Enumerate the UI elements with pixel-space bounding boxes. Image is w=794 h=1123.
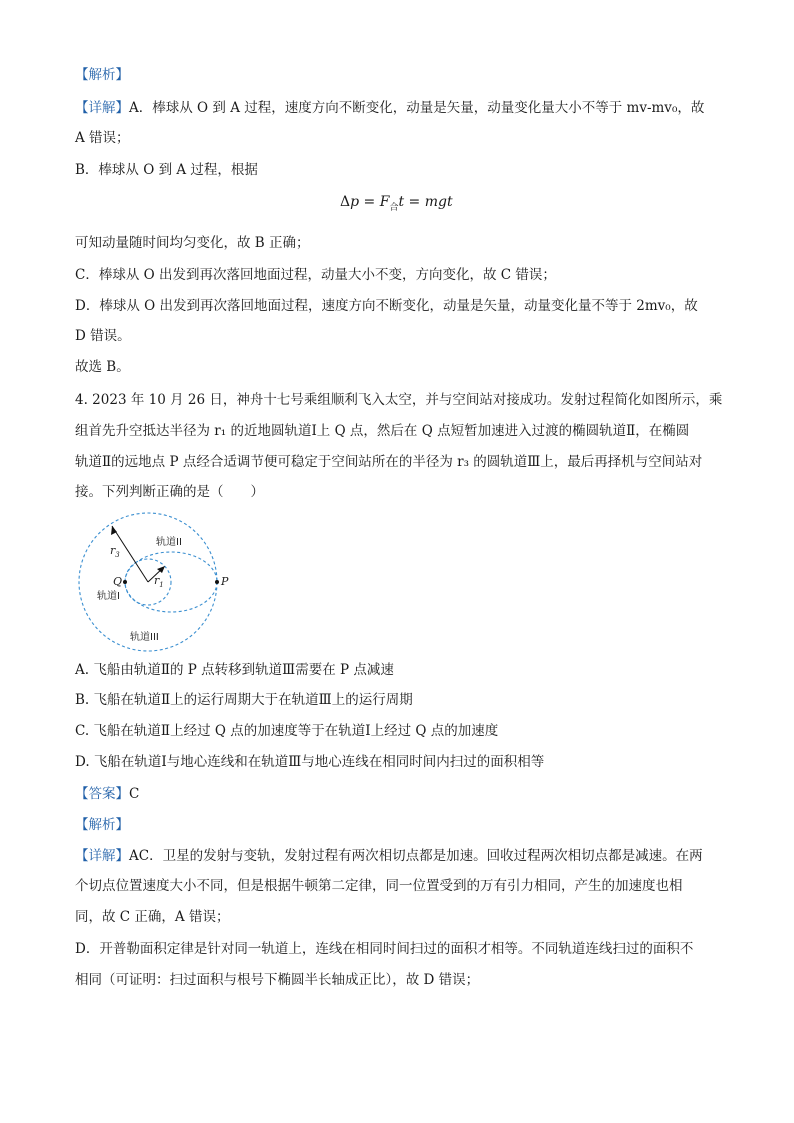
answer-ac-line-3: 同，故 C 正确，A 错误； <box>75 909 230 925</box>
detail-c-line: C．棒球从 O 出发到再次落回地面过程，动量大小不变，方向变化，故 C 错误； <box>75 267 556 283</box>
detail-b-line-2: 可知动量随时间均匀变化，故 B 正确； <box>75 235 310 251</box>
label-q: Q <box>113 575 123 588</box>
question-line-2: 组首先升空抵达半径为 r₁ 的近地圆轨道Ⅰ上 Q 点，然后在 Q 点短暂加速进入过渡的椭圆轨道Ⅱ，在椭圆 <box>75 423 690 439</box>
option-d: D. 飞船在轨道Ⅰ与地心连线和在轨道Ⅲ与地心连线在相同时间内扫过的面积相等 <box>75 754 545 770</box>
label-p: P <box>221 575 229 588</box>
detail-d-line-1: D．棒球从 O 出发到再次落回地面过程，速度方向不断变化，动量是矢量，动量变化量不等于 2mv₀，故 <box>75 298 698 314</box>
label-r3: $r_3$ <box>110 544 120 559</box>
answer-detail-tag: 【详解】 <box>75 848 129 864</box>
option-b: B. 飞船在轨道Ⅱ上的运行周期大于在轨道Ⅲ上的运行周期 <box>75 692 413 708</box>
option-a-explanation: A．棒球从 O 到 A 过程，速度方向不断变化，动量是矢量，动量变化量大小不等于 mv-mv₀，故 <box>129 100 705 116</box>
answer-d-line-2: 相同（可证明：扫过面积与根号下椭圆半长轴成正比），故 D 错误； <box>75 972 480 988</box>
answer-analysis-tag: 【解析】 <box>75 817 129 833</box>
momentum-formula: $\Delta p = F_合t$ = mgt <box>340 194 453 213</box>
answer-line <box>75 784 139 804</box>
answer-value: C <box>129 786 140 802</box>
option-a: A. 飞船由轨道Ⅱ的 P 点转移到轨道Ⅲ需要在 P 点减速 <box>75 662 394 678</box>
orbit-diagram <box>70 512 240 652</box>
label-r1: $r_1$ <box>154 574 164 589</box>
detail-a-line-2: A 错误； <box>75 130 130 146</box>
answer-d-line-1: D．开普勒面积定律是针对同一轨道上，连线在相同时间扫过的面积才相等。不同轨道连线扫过的面积不 <box>75 941 694 957</box>
question-line-4: 接。下列判断正确的是（ ） <box>75 484 264 500</box>
answer-ac-line-2: 个切点位置速度大小不同，但是根据牛顿第二定律，同一位置受到的万有引力相同，产生的加速度也相 <box>75 878 683 894</box>
detail-tag: 【详解】 <box>75 100 129 116</box>
point-q <box>123 580 127 584</box>
answer-ac-line-1 <box>75 846 703 866</box>
detail-d-line-2: D 错误。 <box>75 328 131 344</box>
answer-ac-text: AC．卫星的发射与变轨，发射过程有两次相切点都是加速。回收过程两次相切点都是减速。在两 <box>129 848 703 864</box>
r3-arrowhead <box>111 526 117 535</box>
answer-tag: 【答案】 <box>75 786 129 802</box>
detail-a-line-1 <box>75 98 704 118</box>
label-orbit-2: 轨道II <box>156 537 182 548</box>
detail-b-line-1: B．棒球从 O 到 A 过程，根据 <box>75 162 258 178</box>
label-orbit-3: 轨道III <box>130 632 159 643</box>
choice-line: 故选 B。 <box>75 359 130 375</box>
point-p <box>215 580 219 584</box>
question-line-3: 轨道Ⅱ的远地点 P 点经合适调节便可稳定于空间站所在的半径为 r₃ 的圆轨道Ⅲ上，最后再择机与空间站对 <box>75 454 703 470</box>
option-c: C. 飞船在轨道Ⅱ上经过 Q 点的加速度等于在轨道Ⅰ上经过 Q 点的加速度 <box>75 723 499 739</box>
label-orbit-1: 轨道I <box>97 591 120 602</box>
analysis-tag: 【解析】 <box>75 67 129 83</box>
question-line-1: 4. 2023 年 10 月 26 日，神舟十七号乘组顺利飞入太空，并与空间站对接成功。发射过程简化如图所示，乘 <box>75 392 723 408</box>
